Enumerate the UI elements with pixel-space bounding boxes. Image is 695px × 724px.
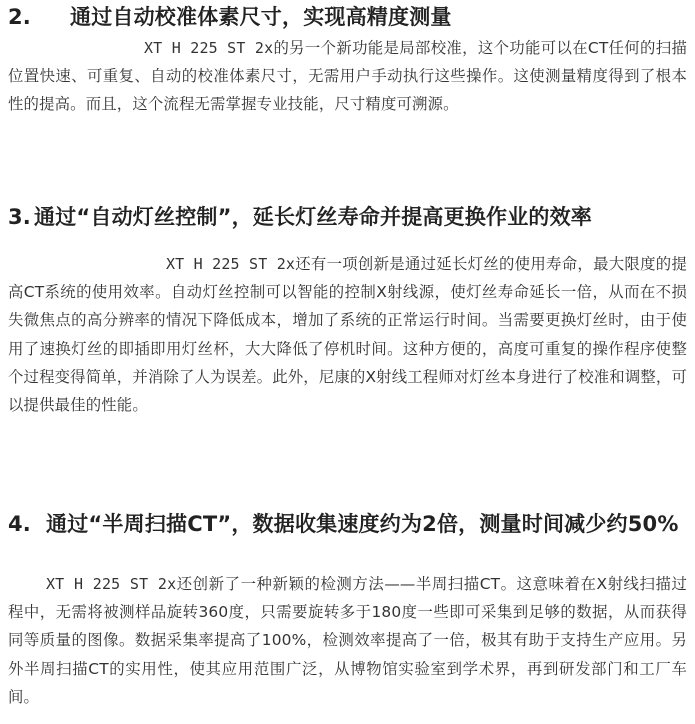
section-4-body: 还创新了一种新颖的检测方法——半周扫描CT。这意味着在X射线扫描过程中，无需将被测样品旋转360度，只需要旋转多于180度一些即可采集到足够的数据，从而获得同等质量的图像。数据采集率提高了100%，检测效率提高了一倍，极其有助于支持生产应用。另外半周扫描CT的实用性，使其应用范围广泛，从博物馆实验室到学术界，再到研发部门和工厂车间。 <box>8 575 687 706</box>
section-4-paragraph <box>8 570 687 711</box>
section-2-model: XT H 225 ST 2x <box>144 39 274 57</box>
section-2-number: 2. <box>8 5 31 29</box>
section-4-heading <box>8 509 687 539</box>
section-2-body: 的另一个新功能是局部校准，这个功能可以在CT任何的扫描位置快速、可重复、自动的校准体素尺寸，无需用户手动执行这些操作。这使测量精度得到了根本性的提高。而且，这个流程无需掌握专业技能，尺寸精度可溯源。 <box>8 39 687 114</box>
section-3-heading <box>8 202 687 232</box>
section-4-number: 4. <box>8 512 31 536</box>
section-4-model: XT H 225 ST 2x <box>46 575 177 593</box>
section-3-model: XT H 225 ST 2x <box>166 255 296 273</box>
section-2-paragraph <box>8 34 687 119</box>
section-3-title: 通过“自动灯丝控制”，延长灯丝寿命并提高更换作业的效率 <box>34 205 593 229</box>
section-3-paragraph <box>8 250 687 419</box>
section-2-title: 通过自动校准体素尺寸，实现高精度测量 <box>70 5 452 29</box>
section-3-body: 还有一项创新是通过延长灯丝的使用寿命，最大限度的提高CT系统的使用效率。自动灯丝控制可以智能的控制X射线源，使灯丝寿命延长一倍，从而在不损失微焦点的高分辨率的情况下降低成本，增加了系统的正常运行时间。当需要更换灯丝时，由于使用了速换灯丝的即插即用灯丝杯，大大降低了停机时间。这种方便的，高度可重复的操作程序使整个过程变得简单，并消除了人为误差。此外，尼康的X射线工程师对灯丝本身进行了校准和调整，可以提供最佳的性能。 <box>8 255 687 415</box>
section-4-title: 通过“半周扫描CT”，数据收集速度约为2倍，测量时间减少约50% <box>46 512 679 536</box>
section-3-number: 3. <box>8 205 31 229</box>
section-2-heading <box>8 2 687 32</box>
